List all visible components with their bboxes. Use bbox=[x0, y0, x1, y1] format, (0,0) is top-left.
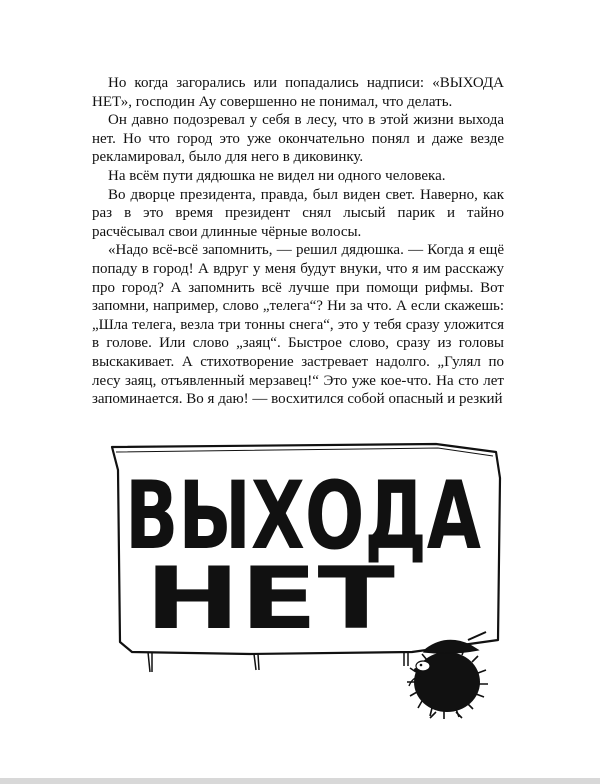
billboard-leg-left bbox=[148, 652, 152, 672]
paragraph-4: Во дворце президента, правда, был виден свет. Наверно, как раз в это время президент снял лысый парик и тайно расчёсывал свои длинные чёрные волосы. bbox=[92, 186, 504, 240]
paragraph-3: На всём пути дядюшка не видел ни одного человека. bbox=[108, 167, 446, 184]
hedgehog-character-icon bbox=[407, 632, 488, 719]
paragraph-2: Он давно подозревал у себя в лесу, что в этой жизни выхода нет. Но что город это уже окончательно понял и даже везде рекламировал, было для него в диковинку. bbox=[92, 112, 504, 166]
paragraph-5: «Надо всё-всё запомнить, — решил дядюшка. — Когда я ещё попаду в город! А вдруг у меня будут внуки, что я им расскажу про город? А запомнить всё лучше при помощи рифмы. Вот запомни, например, слово „телега“? Ни за что. А если скажешь: „Шла телега, везла три тонны снега“, это у тебя сразу уложится в голове. Или слово „заяц“. Быстрое слово, сразу из головы выскакивает. А стихотворение застревает надолго. „Гулял по лесу заяц, отъявленный мерзавец!“ Это уже кое-что. На сто лет запоминается. Во я даю! — восхитился собой опасный и резкий bbox=[92, 242, 504, 408]
paragraph-1: Но когда загорались или попадались надписи: «ВЫХОДА НЕТ», господин Ау совершенно не понимал, что делать. bbox=[92, 75, 504, 110]
sign-line-1: ВЫХОДА bbox=[125, 462, 482, 571]
sign-line-2: НЕТ bbox=[145, 549, 396, 649]
page-bottom-edge bbox=[0, 778, 600, 784]
billboard-leg-right bbox=[404, 652, 408, 666]
billboard-leg-middle bbox=[254, 654, 259, 670]
